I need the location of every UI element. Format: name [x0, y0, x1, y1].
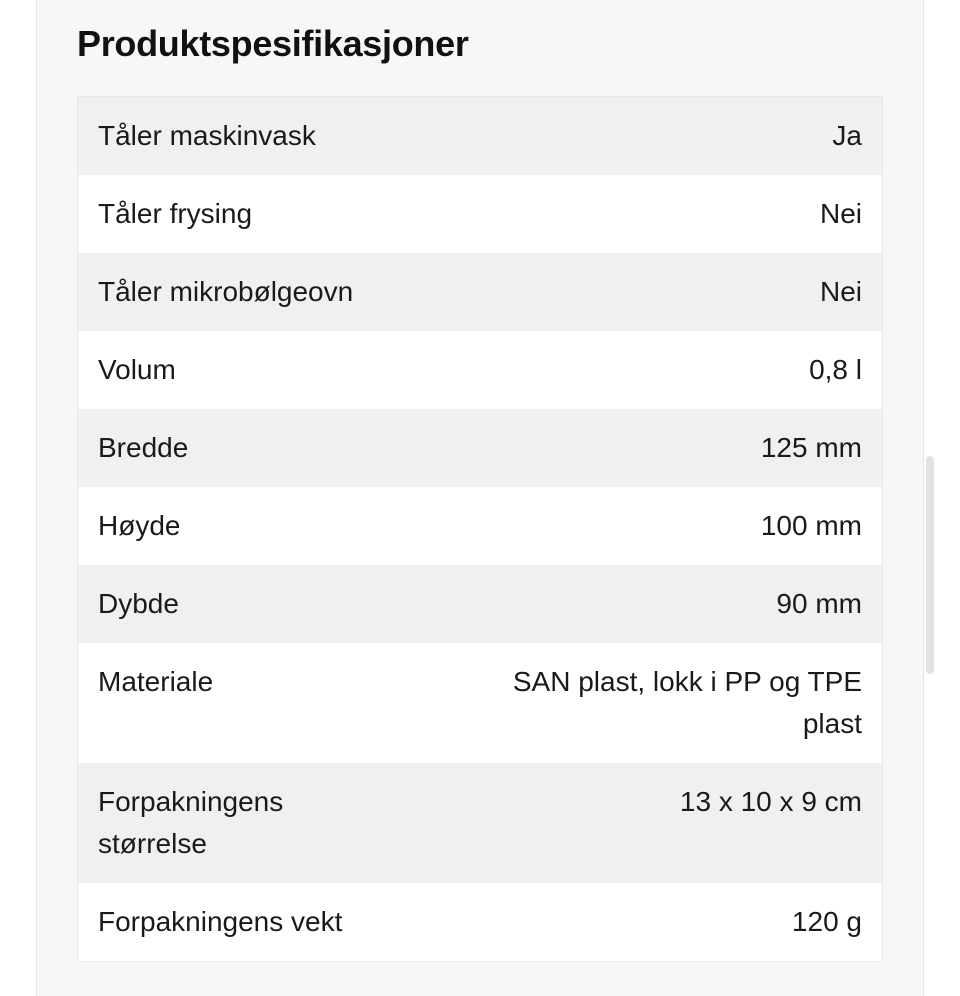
spec-row-width	[78, 409, 882, 487]
spec-label: Forpakningens vekt	[98, 906, 343, 937]
spec-row-package-size	[78, 763, 882, 883]
scrollbar-thumb[interactable]	[926, 456, 934, 674]
spec-label: Tåler frysing	[98, 198, 253, 229]
spec-label: Tåler mikrobølgeovn	[98, 276, 354, 307]
spec-value: 120 g	[791, 906, 862, 937]
spec-value: 125 mm	[760, 432, 862, 463]
spec-value: 100 mm	[760, 510, 862, 541]
spec-row-material	[78, 643, 882, 763]
spec-row-height	[78, 487, 882, 565]
spec-value: SAN plast, lokk i PP og TPE plast	[512, 666, 862, 739]
spec-label: Volum	[98, 354, 176, 385]
spec-value: 13 x 10 x 9 cm	[679, 786, 862, 817]
spec-row-volume	[78, 331, 882, 409]
spec-value: 0,8 l	[809, 354, 862, 385]
spec-value: Nei	[819, 276, 862, 307]
spec-value: Ja	[832, 120, 862, 151]
spec-row-microwave	[78, 253, 882, 331]
spec-label: Tåler maskinvask	[98, 120, 316, 151]
spec-label: Bredde	[98, 432, 189, 463]
spec-label: Materiale	[98, 666, 214, 697]
spec-label: Høyde	[98, 510, 181, 541]
spec-label: Forpakningens størrelse	[98, 786, 284, 859]
spec-row-package-weight	[78, 883, 882, 961]
spec-label: Dybde	[98, 588, 179, 619]
section-title: Produktspesifikasjoner	[77, 23, 469, 64]
spec-row-dishwasher	[78, 97, 882, 175]
spec-table	[77, 96, 883, 962]
spec-value: Nei	[819, 198, 862, 229]
spec-value: 90 mm	[776, 588, 862, 619]
spec-row-depth	[78, 565, 882, 643]
spec-row-freezer	[78, 175, 882, 253]
